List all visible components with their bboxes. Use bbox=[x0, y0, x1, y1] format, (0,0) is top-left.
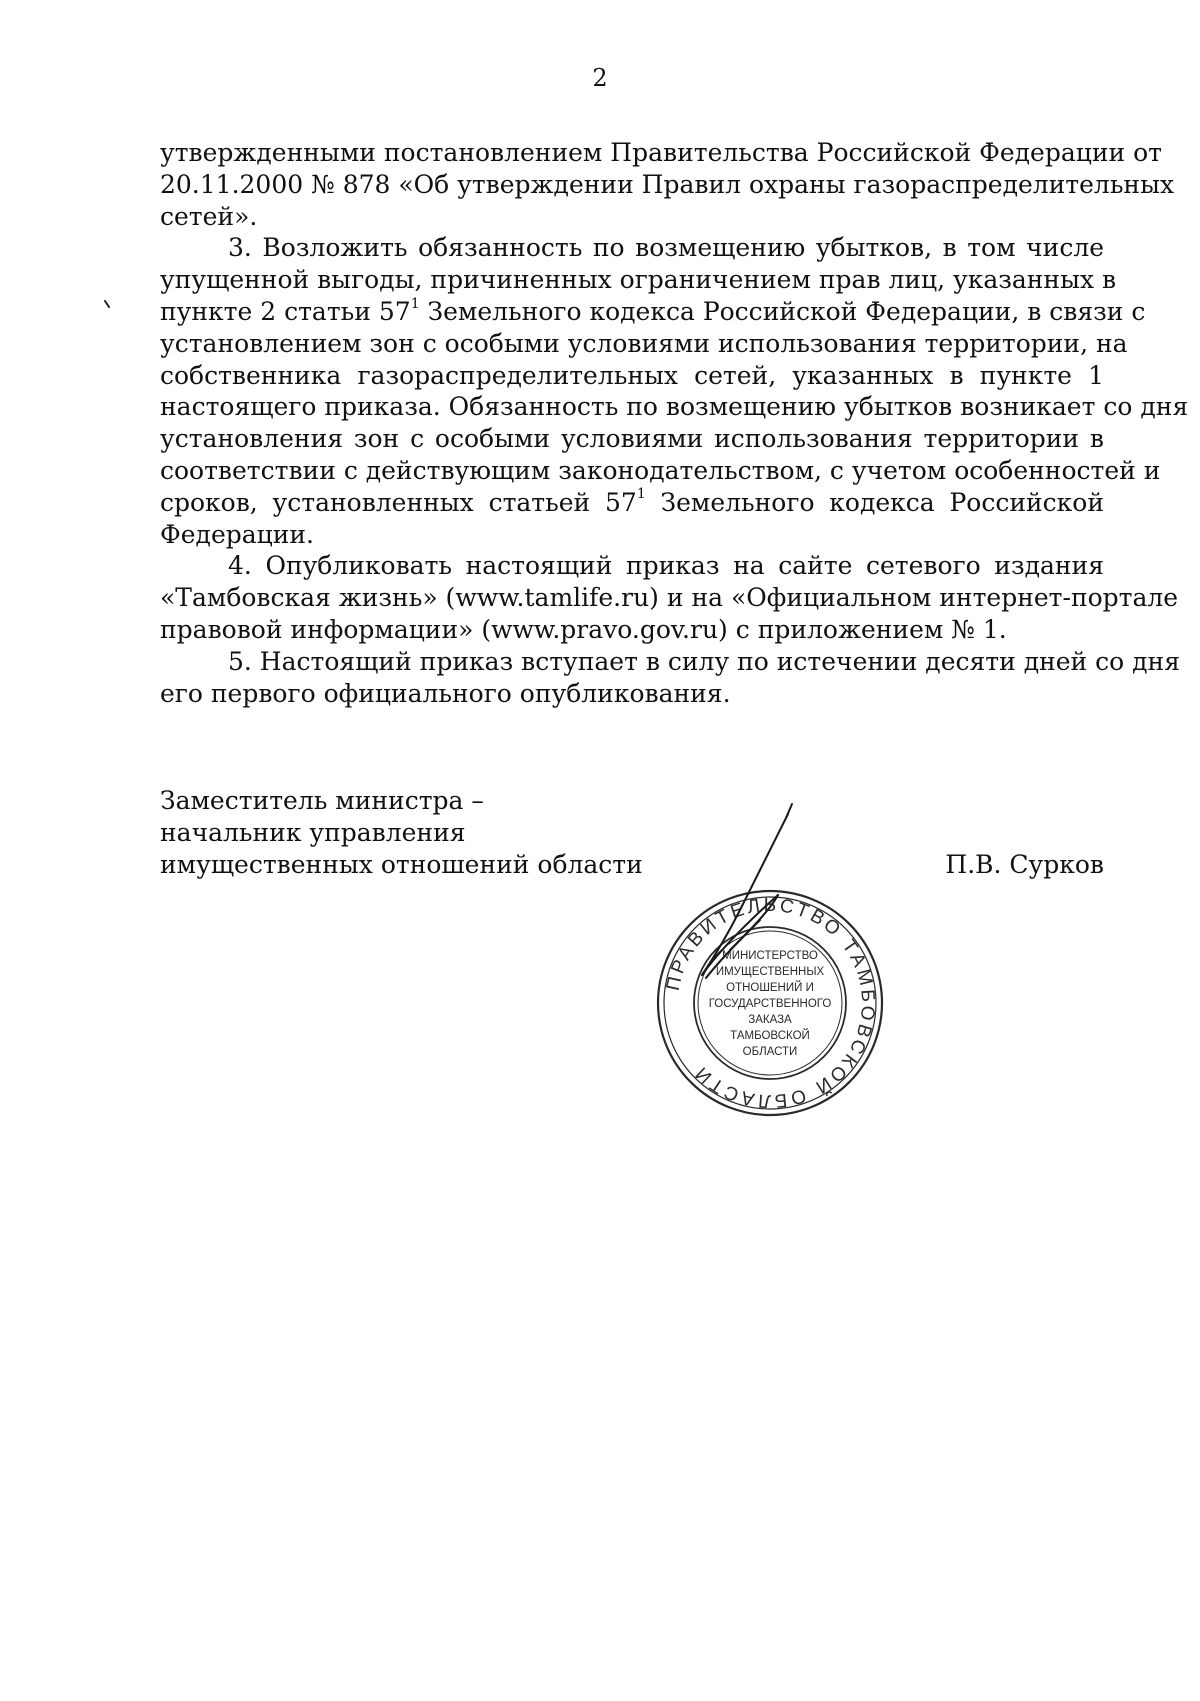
text-line: настоящего приказа. Обязанность по возмещению убытков возникает со дня bbox=[160, 392, 1189, 422]
text-segment: пункте 2 статьи 57 bbox=[160, 296, 411, 326]
seal-inner-line: ОТНОШЕНИЙ И bbox=[726, 982, 814, 994]
seal-inner-line: ЗАКАЗА bbox=[748, 1014, 792, 1026]
text-line: установления зон с особыми условиями использования территории в bbox=[160, 424, 1104, 454]
text-line: Федерации. bbox=[160, 519, 314, 549]
signatory-title-line: имущественных отношений области bbox=[160, 850, 643, 879]
signatory-title-line: начальник управления bbox=[160, 818, 466, 847]
svg-text:ПРАВИТЕЛЬСТВО ТАМБОВСКОЙ ОБЛАС: ПРАВИТЕЛЬСТВО ТАМБОВСКОЙ ОБЛАСТИ bbox=[662, 894, 879, 1112]
text-line: соответствии с действующим законодательством, с учетом особенностей и bbox=[160, 455, 1161, 485]
paragraph-continuation bbox=[160, 137, 1175, 232]
paragraph-3 bbox=[160, 232, 1189, 550]
text-line: сетей». bbox=[160, 201, 258, 231]
text-segment: Земельного кодекса Российской Федерации, в связи с bbox=[419, 296, 1146, 326]
seal-inner-line: ОБЛАСТИ bbox=[742, 1046, 798, 1058]
text-line: «Тамбовская жизнь» (www.tamlife.ru) и на «Официальном интернет-портале bbox=[160, 583, 1179, 613]
text-segment: сроков, установленных статьей 57 bbox=[160, 487, 637, 517]
text-line: собственника газораспределительных сетей, указанных в пункте 1 bbox=[160, 360, 1104, 390]
text-line: 4. Опубликовать настоящий приказ на сайте сетевого издания bbox=[228, 551, 1104, 581]
document-body bbox=[160, 137, 1189, 709]
seal-inner-line: ГОСУДАРСТВЕННОГО bbox=[708, 998, 832, 1010]
text-line: 5. Настоящий приказ вступает в силу по истечении десяти дней со дня bbox=[228, 646, 1180, 676]
text-line: его первого официального опубликования. bbox=[160, 678, 731, 708]
signatory-title-line: Заместитель министра – bbox=[160, 786, 484, 815]
scan-speck-icon bbox=[104, 300, 110, 308]
signatory-title bbox=[160, 785, 643, 881]
seal-inner-line: ИМУЩЕСТВЕННЫХ bbox=[715, 966, 825, 978]
text-line: правовой информации» (www.pravo.gov.ru) с приложением № 1. bbox=[160, 614, 1007, 644]
signatory-name: П.В. Сурков bbox=[945, 850, 1104, 879]
text-line bbox=[160, 487, 1104, 519]
paragraph-4 bbox=[160, 550, 1179, 645]
text-line: упущенной выгоды, причиненных ограничением прав лиц, указанных в bbox=[160, 265, 1117, 295]
text-line: утвержденными постановлением Правительства Российской Федерации от bbox=[160, 138, 1162, 167]
seal-inner-line: ТАМБОВСКОЙ bbox=[730, 1030, 810, 1042]
text-line: 3. Возложить обязанность по возмещению убытков, в том числе bbox=[228, 233, 1104, 263]
superscript: 1 bbox=[636, 486, 646, 503]
handwritten-signature-icon bbox=[680, 800, 880, 1000]
text-segment: Земельного кодекса Российской bbox=[645, 487, 1105, 517]
superscript: 1 bbox=[410, 295, 420, 312]
text-line bbox=[160, 295, 1146, 328]
page-number: 2 bbox=[592, 64, 608, 92]
text-line: установлением зон с особыми условиями использования территории, на bbox=[160, 328, 1128, 358]
paragraph-5 bbox=[160, 646, 1180, 710]
text-line: 20.11.2000 № 878 «Об утверждении Правил охраны газораспределительных bbox=[160, 169, 1175, 199]
seal-inner-line: МИНИСТЕРСТВО bbox=[722, 950, 818, 962]
